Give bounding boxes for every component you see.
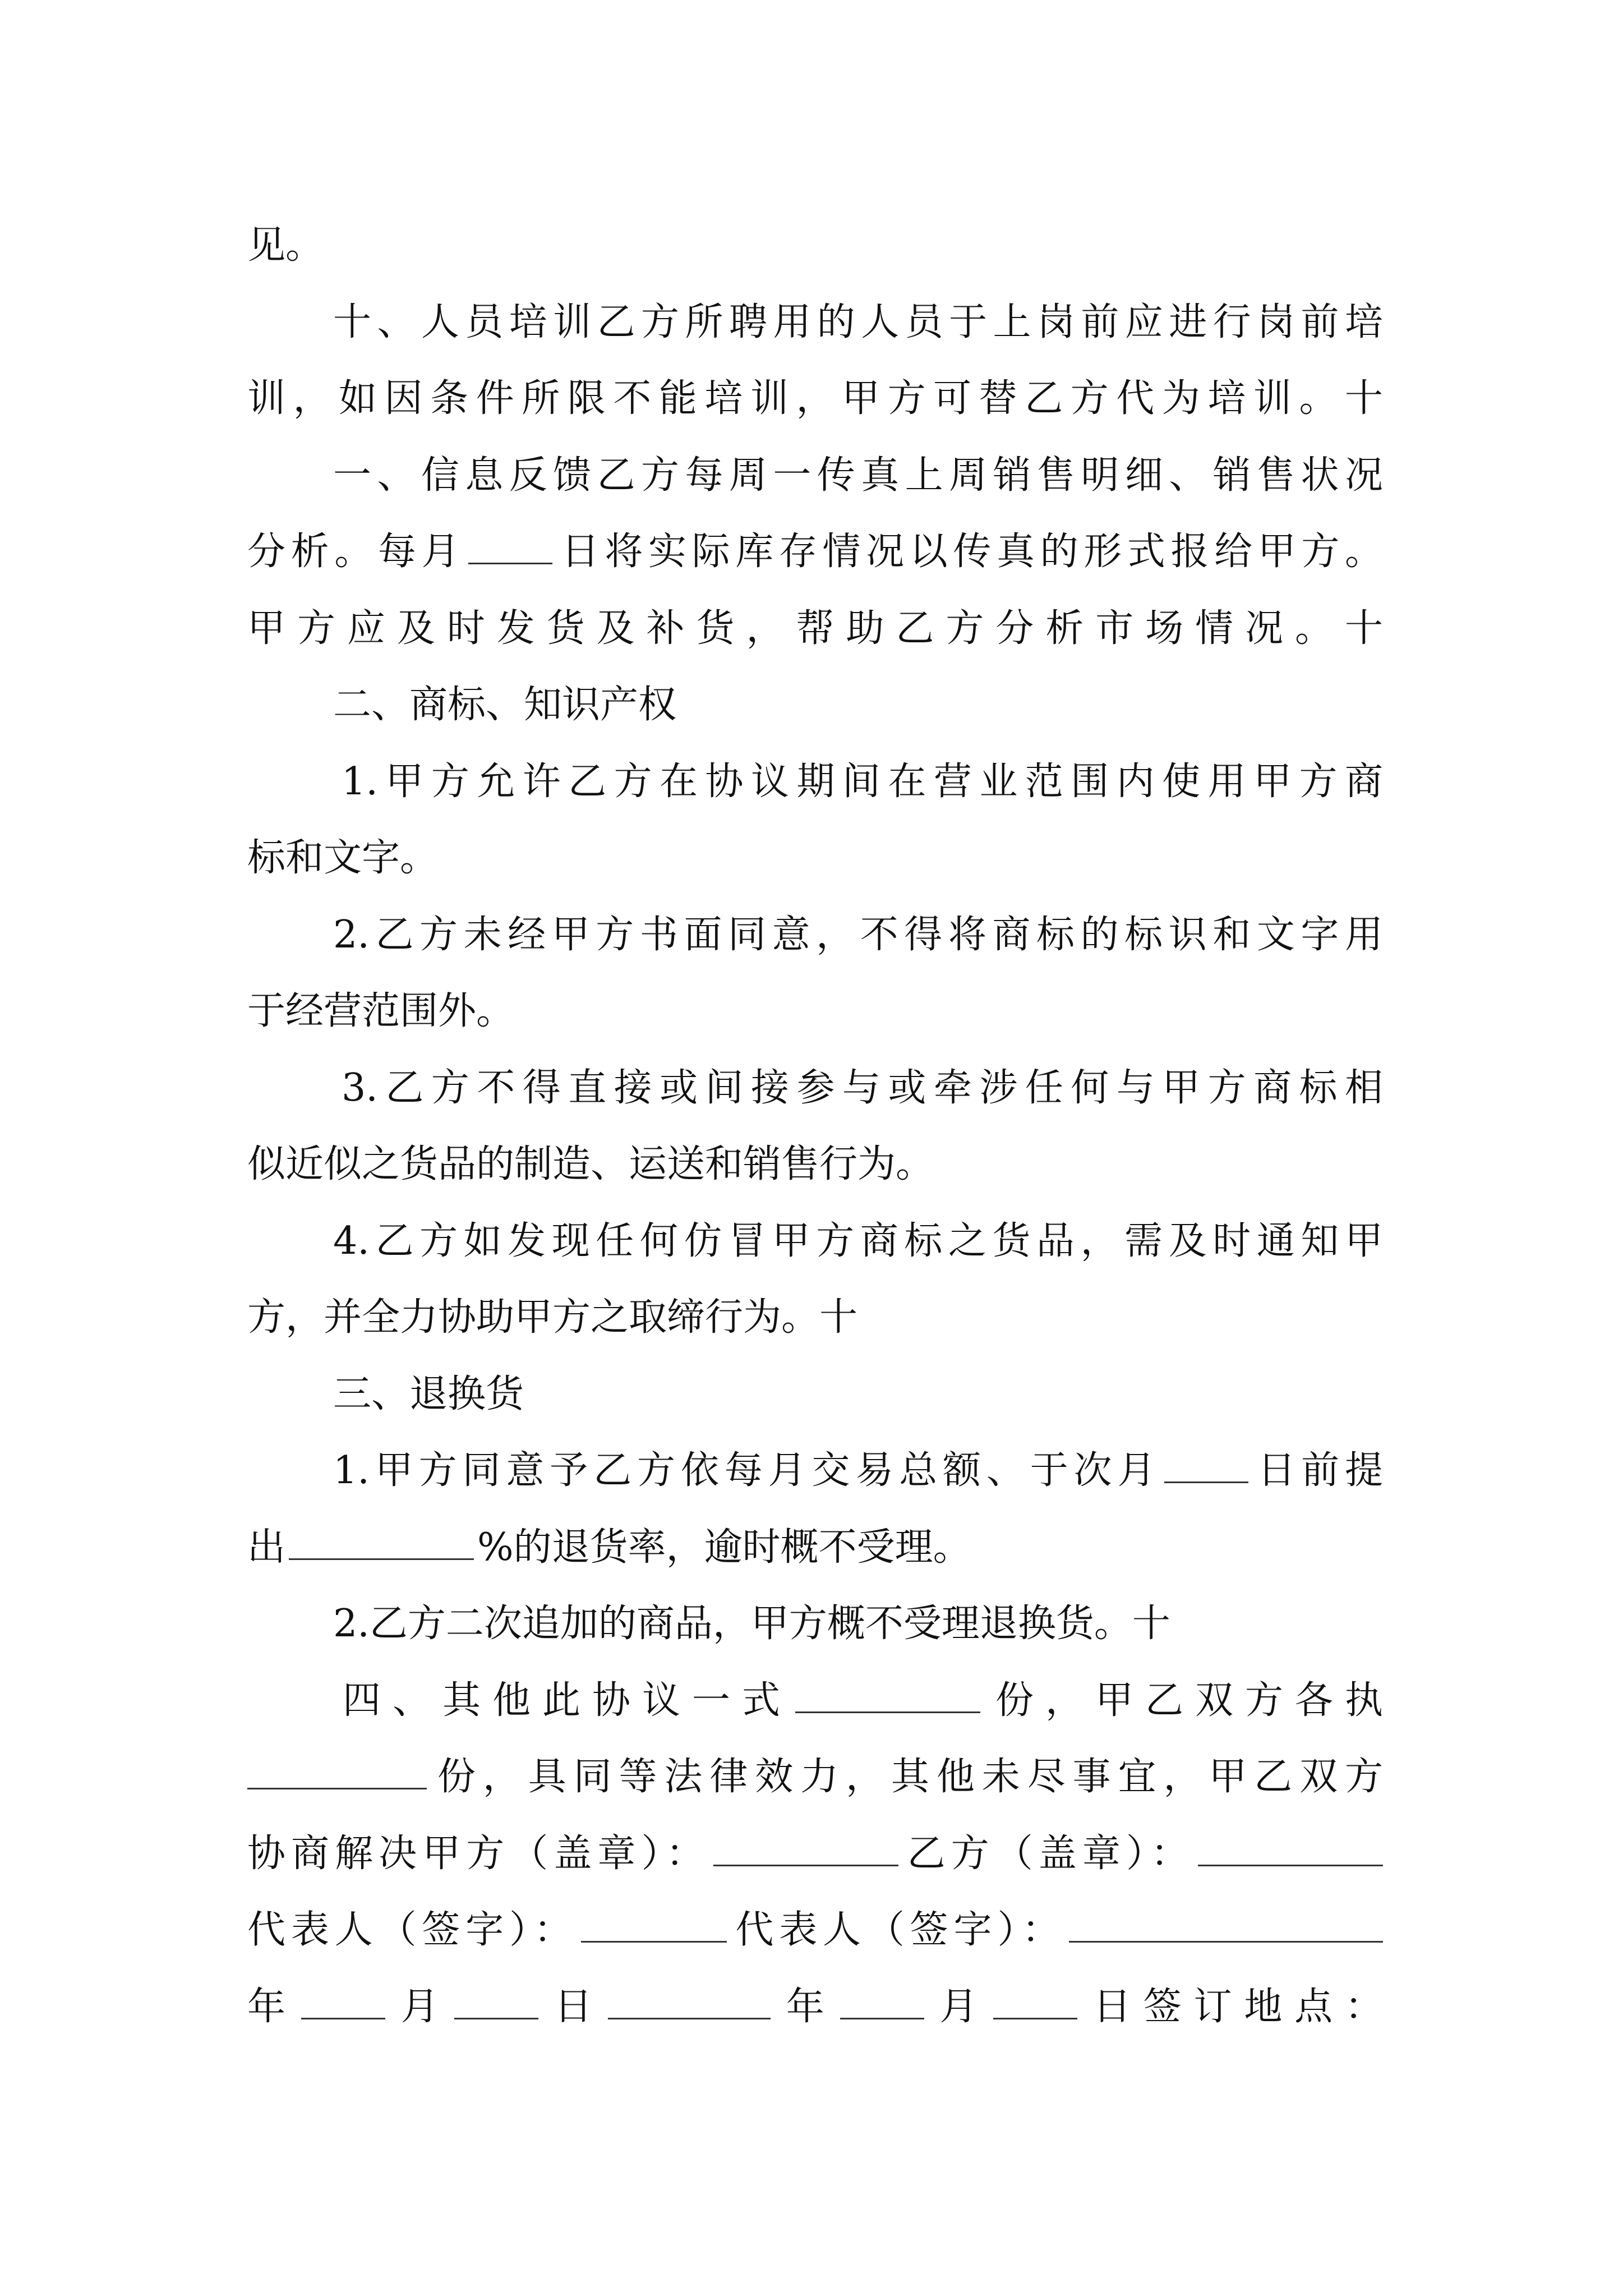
text-line: 甲方应及时发货及补货，帮助乙方分析市场情况。十 [247,606,1383,651]
text-line: 一、信息反馈乙方每周一传真上周销售明细、销售状况 [333,453,1383,498]
text-line: 见。 [247,223,324,268]
text-line: 年 月 日 年 月 日签订地点： [247,1969,1383,2046]
text-line: 分析。每月 日将实际库存情况以传真的形式报给甲方。 [247,514,1383,591]
fill-in-blank [993,1980,1077,2019]
text-line: 1.甲方允许乙方在协议期间在营业范围内使用甲方商 [342,759,1383,804]
fill-in-blank [289,1520,474,1560]
text-line: 4.乙方如发现任何仿冒甲方商标之货品，需及时通知甲 [333,1218,1383,1263]
text-line: 3.乙方不得直接或间接参与或牵涉任何与甲方商标相 [342,1065,1383,1110]
document-body [247,208,1383,2045]
fill-in-blank [247,1750,427,1789]
text-line: 二、商标、知识产权 [333,683,677,727]
text-line: 2.乙方二次追加的商品，甲方概不受理退换货。十 [333,1602,1170,1646]
fill-in-blank [1069,1903,1383,1943]
text-line: 出 %的退货率，逾时概不受理。 [247,1510,1383,1586]
text-line: 四、其他此协议一式 份，甲乙双方各执 [247,1663,1383,1740]
fill-in-blank [301,1980,385,2019]
text-line: 方，并全力协助甲方之取缔行为。十 [247,1295,858,1340]
text-line: 十、人员培训乙方所聘用的人员于上岗前应进行岗前培 [333,300,1383,344]
text-line: 训，如因条件所限不能培训，甲方可替乙方代为培训。十 [247,376,1383,421]
fill-in-blank [581,1903,727,1943]
text-line: 2.乙方未经甲方书面同意，不得将商标的标识和文字用 [333,912,1383,957]
text-line: 标和文字。 [247,836,439,880]
text-line: 1.甲方同意予乙方依每月交易总额、于次月 日前提 [247,1433,1383,1510]
text-line: 似近似之货品的制造、运送和销售行为。 [247,1142,934,1186]
fill-in-blank [795,1673,980,1713]
text-line: 代表人（签字）： 代表人（签字）： [247,1892,1383,1969]
fill-in-blank [1198,1826,1383,1866]
text-line: 三、退换货 [333,1372,524,1416]
fill-in-blank [1164,1443,1248,1483]
fill-in-blank [468,524,552,564]
fill-in-blank [713,1826,898,1866]
fill-in-blank [840,1980,924,2019]
text-line: 份，具同等法律效力，其他未尽事宜，甲乙双方 [247,1739,1383,1816]
text-line: 于经营范围外。 [247,989,515,1033]
text-line: 协商解决甲方（盖章）： 乙方（盖章）： [247,1816,1383,1893]
fill-in-blank [454,1980,538,2019]
fill-in-blank [608,1980,771,2019]
